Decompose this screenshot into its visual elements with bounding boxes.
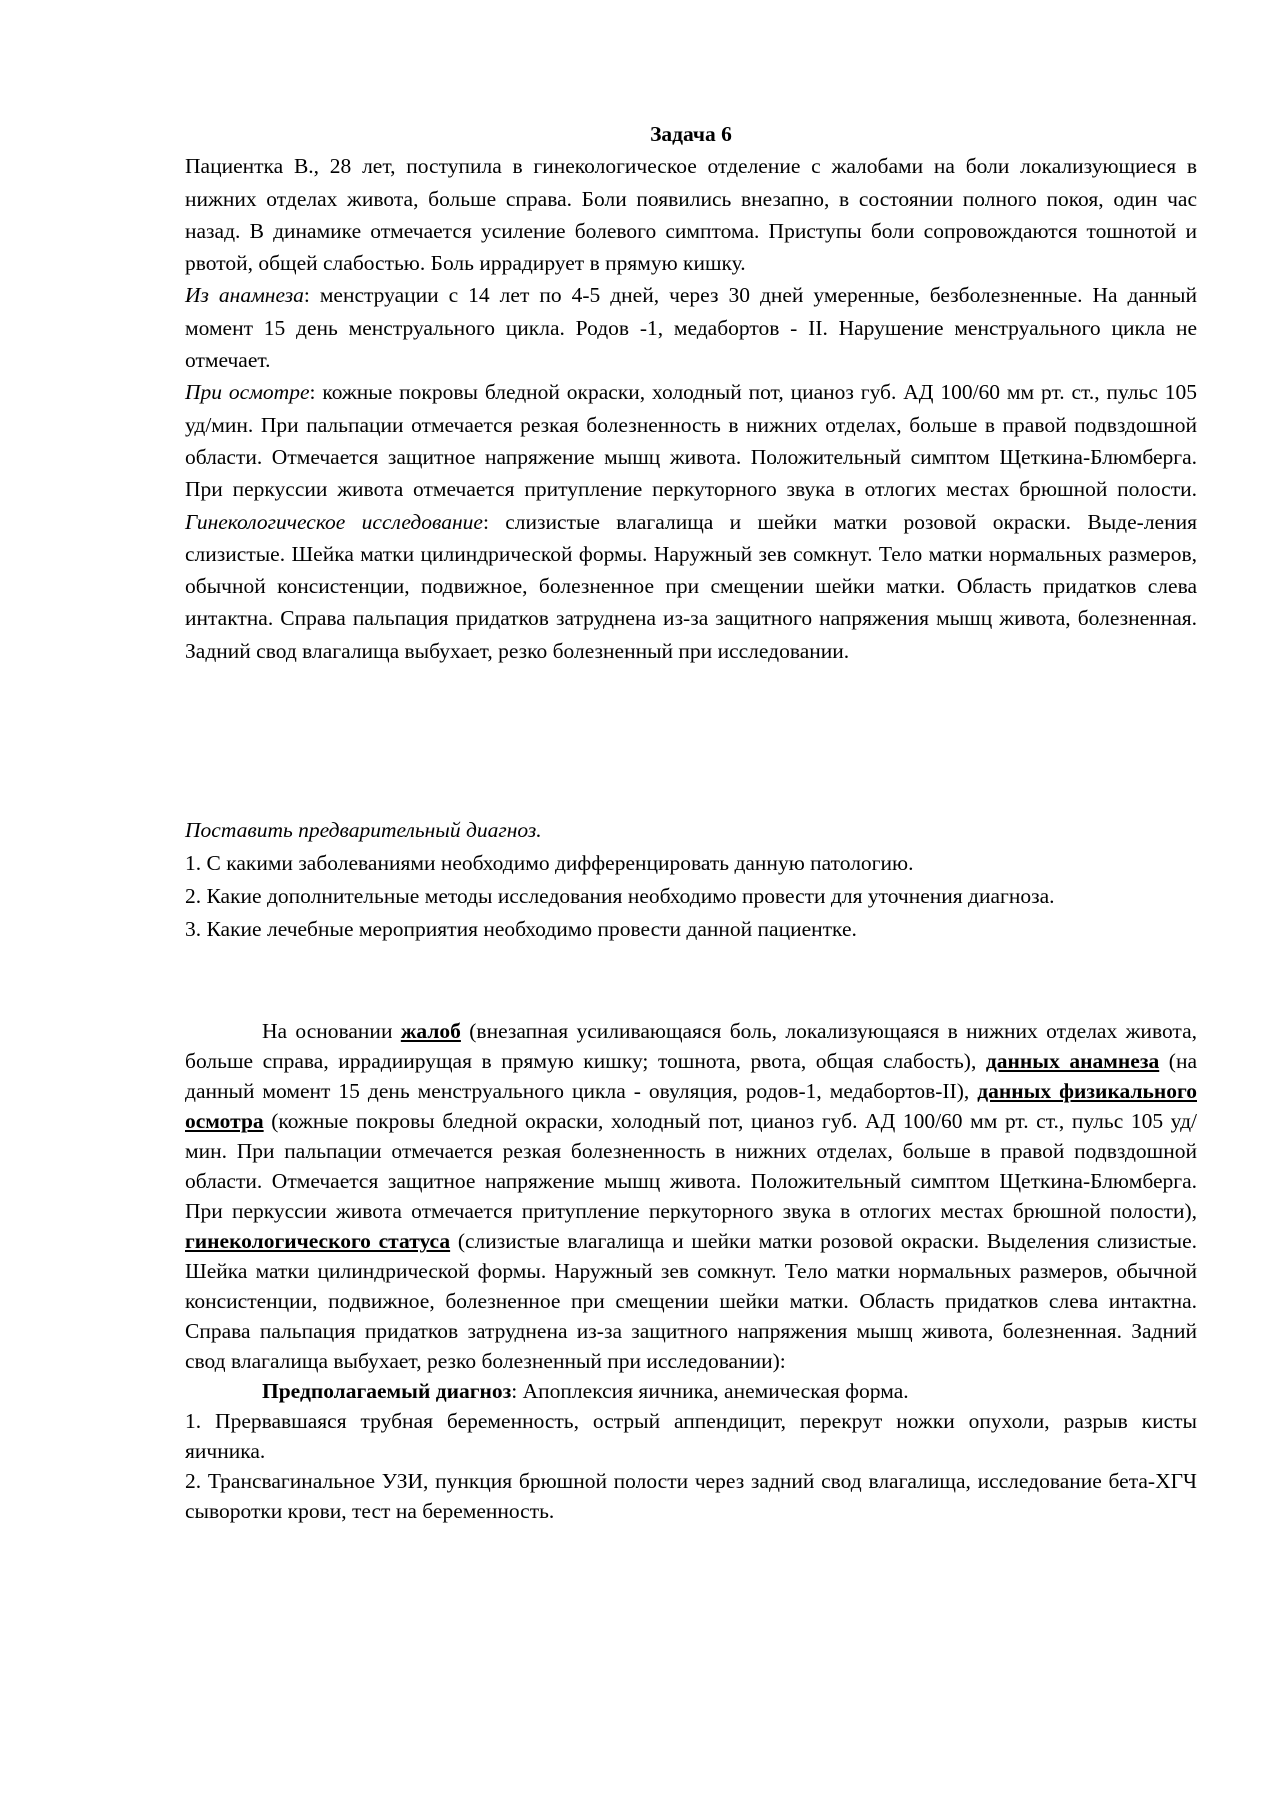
- answer-2: 2. Трансвагинальное УЗИ, пункция брюшной полости через задний свод влагалища, исследование бета-ХГЧ сыворотки крови, тест на беременность.: [185, 1469, 1197, 1523]
- anamnesis-label: Из анамнеза: [185, 283, 304, 308]
- answer-1: 1. Прервавшаяся трубная беременность, острый аппендицит, перекрут ножки опухоли, разрыв кисты яичника.: [185, 1409, 1197, 1463]
- anamnesis-text: : менструации с 14 лет по 4-5 дней, через 30 дней умеренные, безболезненные. На данный момент 15 день менструального цикла. Родов -1, медабортов - II. Нарушение менструального цикла не отмечает.: [185, 283, 1197, 373]
- exam-label: При осмотре: [185, 380, 310, 405]
- task-instruction: Поставить предварительный диагноз.: [185, 818, 542, 842]
- answer-text: (внезапная усиливающаяся боль, локализующаяся в нижних отделах живота, больше справа, иррадиирущая в прямую кишку; тошнота, рвота, общая слабость),: [185, 1019, 1197, 1073]
- answer-heading-complaints: жалоб: [400, 1019, 461, 1043]
- answer-text: На основании: [262, 1019, 401, 1043]
- answer-text: (кожные покровы бледной окраски, холодный пот, цианоз губ. АД 100/60 мм рт. ст., пульс 105 уд/мин. При пальпации отмечается резкая болезненность в нижних отделах, больше в правой подвздошной области. Отмечается защитное напряжение мышц живота. Положительный симптом Щеткина-Блюмберга. При перкуссии живота отмечается притупление перкуторного звука в отлогих местах брюшной полости),: [185, 1109, 1197, 1223]
- complaints-paragraph: Пациентка В., 28 лет, поступила в гинекологическое отделение с жалобами на боли локализующиеся в нижних отделах живота, больше справа. Боли появились внезапно, в состоянии полного покоя, один час назад. В динамике отмечается усиление болевого симптома. Приступы боли сопровождаются тошнотой и рвотой, общей слабостью. Боль иррадирует в прямую кишку.: [185, 154, 1197, 276]
- answer-text: (на данный момент 15 день менструального цикла - овуляция, родов-1, медабортов-II),: [185, 1049, 1197, 1103]
- page-title: Задача 6: [650, 122, 732, 146]
- diagnosis-text: : Апоплексия яичника, анемическая форма.: [511, 1379, 909, 1403]
- question-2: 2. Какие дополнительные методы исследования необходимо провести для уточнения диагноза.: [185, 884, 1055, 908]
- anamnesis-paragraph: [185, 279, 1197, 376]
- answer-heading-gyn: гинекологического статуса: [185, 1229, 451, 1253]
- answer-heading-anamnesis: данных анамнеза: [985, 1049, 1160, 1073]
- diagnosis-label: Предполагаемый диагноз: [262, 1379, 512, 1403]
- answer-heading-exam: данных физикального осмотра: [185, 1079, 1197, 1133]
- questions-section: [185, 815, 1197, 944]
- answer-text: (слизистые влагалища и шейки матки розовой окраски. Выделения слизистые. Шейка матки цилиндрической формы. Наружный зев сомкнут. Тело матки нормальных размеров, обычной консистенции, подвижное, болезненное при смещении шейки матки. Область придатков слева интактна. Справа пальпация придатков затруднена из-за защитного напряжения мышц живота, болезненная. Задний свод влагалища выбухает, резко болезненный при исследовании):: [185, 1229, 1198, 1373]
- question-3: 3. Какие лечебные мероприятия необходимо провести данной пациентке.: [185, 917, 857, 941]
- diagnosis-paragraph: [185, 1376, 1197, 1406]
- exam-text: : кожные покровы бледной окраски, холодный пот, цианоз губ. АД 100/60 мм рт. ст., пульс 105 уд/мин. При пальпации отмечается резкая болезненность в нижних отделах, больше в правой подвздошной области. Отмечается защитное напряжение мышц живота. Положительный симптом Щеткина-Блюмберга. При перкуссии живота отмечается притупление перкуторного звука в отлогих местах брюшной полости.: [185, 380, 1197, 502]
- task-section: [185, 118, 1197, 667]
- gyn-text: : слизистые влагалища и шейки матки розовой окраски. Выде-ления слизистые. Шейка матки цилиндрической формы. Наружный зев сомкнут. Тело матки нормальных размеров, обычной консистенции, подвижное, болезненное при смещении шейки матки. Область придатков слева интактна. Справа пальпация придатков затруднена из-за защитного напряжения мышц живота, болезненная. Задний свод влагалища выбухает, резко болезненный при исследовании.: [185, 509, 1197, 663]
- question-1: 1. С какими заболеваниями необходимо дифференцировать данную патологию.: [185, 851, 914, 875]
- answer-section: [185, 1016, 1197, 1526]
- answer-paragraph: [185, 1016, 1197, 1376]
- gyn-label: Гинекологическое исследование: [185, 509, 483, 534]
- exam-paragraph: [185, 376, 1197, 667]
